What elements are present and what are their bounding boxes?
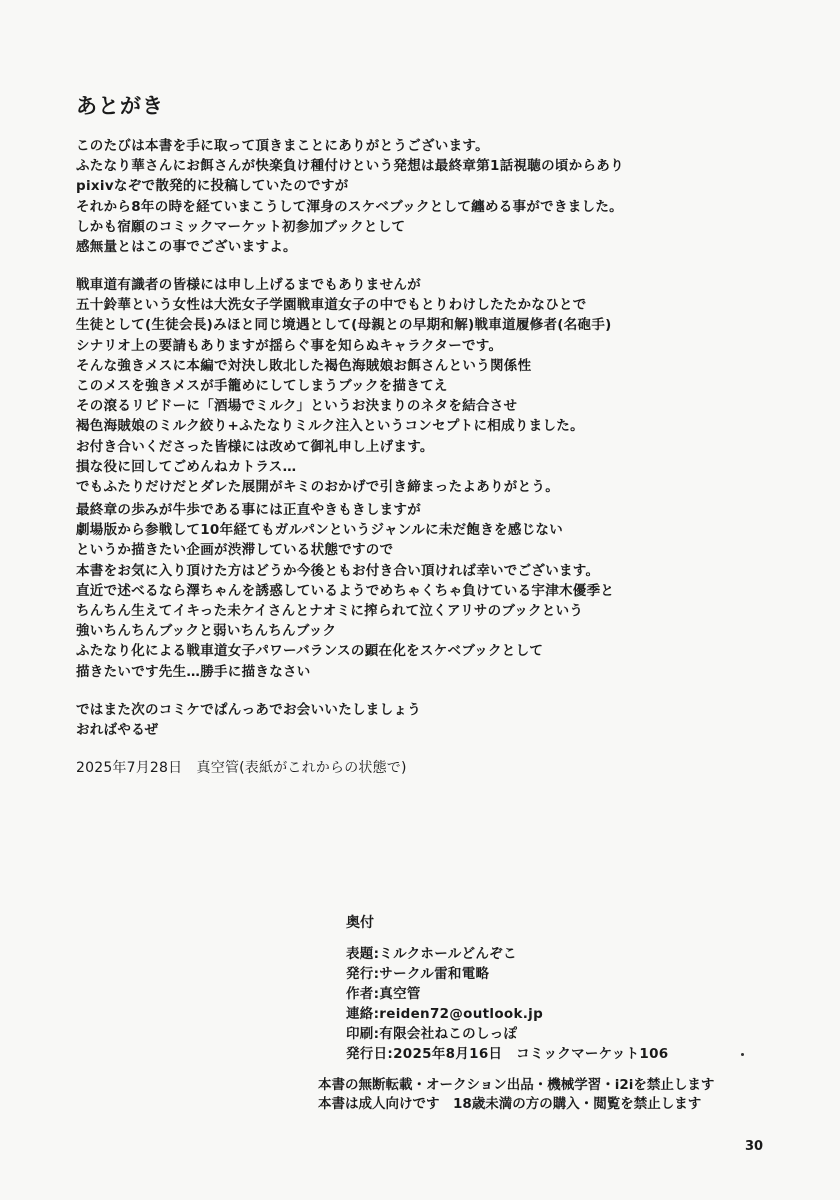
decorative-dot: [741, 1053, 744, 1056]
text-line: 本書をお気に入り頂けた方はどうか今後ともお付き合い頂ければ幸いでございます。: [76, 562, 600, 579]
text-line: pixivなぞで散発的に投稿していたのですが: [76, 178, 349, 195]
text-line: 強いちんちんブックと弱いちんちんブック: [76, 623, 337, 640]
text-line: シナリオ上の要請もありますが揺らぐ事を知らぬキャラクターです。: [76, 337, 503, 354]
afterword-paragraph-3: [76, 500, 776, 682]
colophon-details: [346, 944, 669, 1064]
colophon-line: 発行日:2025年8月16日 コミックマーケット106: [346, 1046, 669, 1062]
text-line: おればやるぜ: [76, 722, 159, 739]
text-line: ではまた次のコミケでぱんっあでお会いいたしましょう: [76, 702, 421, 718]
page-number: 30: [745, 1139, 764, 1154]
text-line: その滾るリビドーに「酒場でミルク」というお決まりのネタを結合させ: [76, 398, 518, 415]
text-line: そんな強きメスに本編で対決し敗北した褐色海賊娘お餌さんという関係性: [76, 357, 532, 374]
text-line: 戦車道有識者の皆様には申し上げるまでもありませんが: [76, 277, 421, 293]
text-line: 五十鈴華という女性は大洗女子学園戦車道女子の中でもとりわけしたたかなひとで: [76, 297, 587, 314]
afterword-paragraph-1: [76, 136, 776, 257]
colophon-line: 発行:サークル雷和電略: [346, 966, 490, 982]
text-line: 描きたいです先生…勝手に描きなさい: [76, 663, 311, 680]
legal-notice: [318, 1076, 714, 1114]
text-line: しかも宿願のコミックマーケット初参加ブックとして: [76, 218, 406, 235]
afterword-paragraph-2: [76, 275, 776, 497]
text-line: ふたなり化による戦車道女子パワーバランスの顕在化をスケベブックとして: [76, 643, 544, 660]
text-line: 損な役に回してごめんねカトラス…: [76, 458, 297, 475]
colophon-title: 奥付: [346, 915, 374, 931]
text-line: 劇場版から参戦して10年経てもガルパンというジャンルに未だ飽きを感じない: [76, 522, 564, 539]
text-line: 最終章の歩みが牛歩である事には正直やきもきしますが: [76, 502, 421, 518]
text-line: ちんちん生えてイキった未ケイさんとナオミに搾られて泣くアリサのブックという: [76, 603, 584, 620]
text-line: このメスを強きメスが手籠めにしてしまうブックを描きてえ: [76, 378, 448, 395]
notice-line: 本書の無断転載・オークション出品・機械学習・i2iを禁止します: [318, 1077, 715, 1093]
notice-line: 本書は成人向けです 18歳未満の方の購入・閲覧を禁止します: [318, 1096, 702, 1112]
colophon-line: 連絡:reiden72@outlook.jp: [346, 1006, 544, 1022]
afterword-heading: あとがき: [76, 94, 164, 118]
afterword-paragraph-4: [76, 700, 776, 740]
text-line: それから8年の時を経ていまこうして渾身のスケベブックとして纏める事ができました。: [76, 198, 623, 215]
text-line: でもふたりだけだとダレた展開がキミのおかげで引き締まったよありがとう。: [76, 479, 559, 496]
text-line: お付き合いくださった皆様には改めて御礼申し上げます。: [76, 438, 434, 455]
text-line: このたびは本書を手に取って頂きまことにありがとうございます。: [76, 138, 489, 154]
text-line: 褐色海賊娘のミルク絞り+ふたなりミルク注入というコンセプトに相成りました。: [76, 418, 584, 435]
text-line: 直近で述べるなら澤ちゃんを誘惑しているようでめちゃくちゃ負けている宇津木優季と: [76, 582, 615, 599]
colophon-line: 印刷:有限会社ねこのしっぽ: [346, 1026, 518, 1042]
colophon-line: 作者:真空管: [346, 986, 421, 1002]
text-line: 感無量とはこの事でございますよ。: [76, 239, 297, 256]
text-line: というか描きたい企画が渋滞している状態ですので: [76, 542, 394, 559]
text-line: ふたなり華さんにお餌さんが快楽負け種付けという発想は最終章第1話視聴の頃からあり: [76, 158, 624, 175]
author-signature-date: 2025年7月28日 真空管(表紙がこれからの状態で): [76, 760, 407, 776]
colophon-line: 表題:ミルクホールどんぞこ: [346, 946, 517, 962]
text-line: 生徒として(生徒会長)みほと同じ境遇として(母親との早期和解)戦車道履修者(名砲手): [76, 317, 612, 334]
